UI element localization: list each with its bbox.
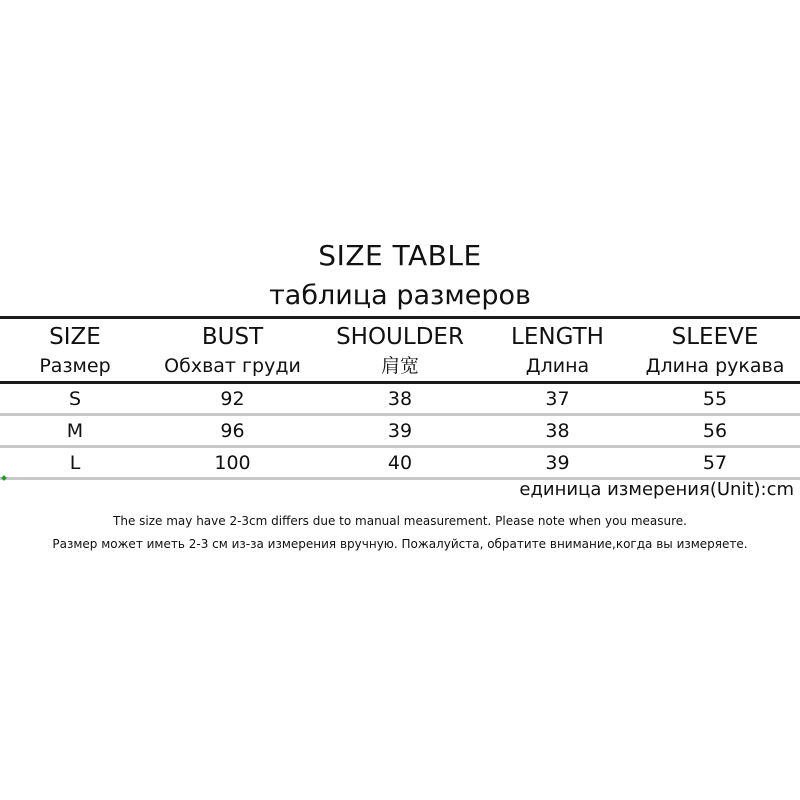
title-russian: таблица размеров [269, 280, 531, 311]
cell-size: M [0, 415, 150, 447]
cell-bust: 100 [150, 447, 315, 479]
cell-length: 38 [485, 415, 630, 447]
cell-sleeve: 56 [630, 415, 800, 447]
column-subheader-sleeve: Длина рукава [630, 351, 800, 383]
column-subheader-shoulder: 肩宽 [315, 351, 485, 383]
table-row-l [0, 447, 800, 479]
cell-shoulder: 39 [315, 415, 485, 447]
header-row-local [0, 351, 800, 383]
header-row-english [0, 318, 800, 352]
cell-shoulder: 40 [315, 447, 485, 479]
column-subheader-length: Длина [485, 351, 630, 383]
cell-bust: 96 [150, 415, 315, 447]
column-header-shoulder: SHOULDER [315, 318, 485, 352]
cell-length: 37 [485, 383, 630, 415]
cell-sleeve: 55 [630, 383, 800, 415]
column-header-bust: BUST [150, 318, 315, 352]
measurement-note-english: The size may have 2-3cm differs due to manual measurement. Please note when you measure. [113, 514, 687, 528]
measurement-note-russian: Размер может иметь 2-3 см из-за измерения вручную. Пожалуйста, обратите внимание,когда вы измеряете. [52, 537, 748, 551]
cell-size: L [0, 447, 150, 479]
cell-shoulder: 38 [315, 383, 485, 415]
cell-length: 39 [485, 447, 630, 479]
title-english: SIZE TABLE [318, 239, 482, 272]
cell-size: S [0, 383, 150, 415]
column-subheader-size: Размер [0, 351, 150, 383]
size-table [0, 316, 800, 480]
column-header-sleeve: SLEEVE [630, 318, 800, 352]
table-row-s [0, 383, 800, 415]
cell-bust: 92 [150, 383, 315, 415]
column-header-size: SIZE [0, 318, 150, 352]
table-row-m [0, 415, 800, 447]
unit-note: единица измерения(Unit):cm [519, 479, 794, 500]
column-subheader-bust: Обхват груди [150, 351, 315, 383]
cell-sleeve: 57 [630, 447, 800, 479]
column-header-length: LENGTH [485, 318, 630, 352]
